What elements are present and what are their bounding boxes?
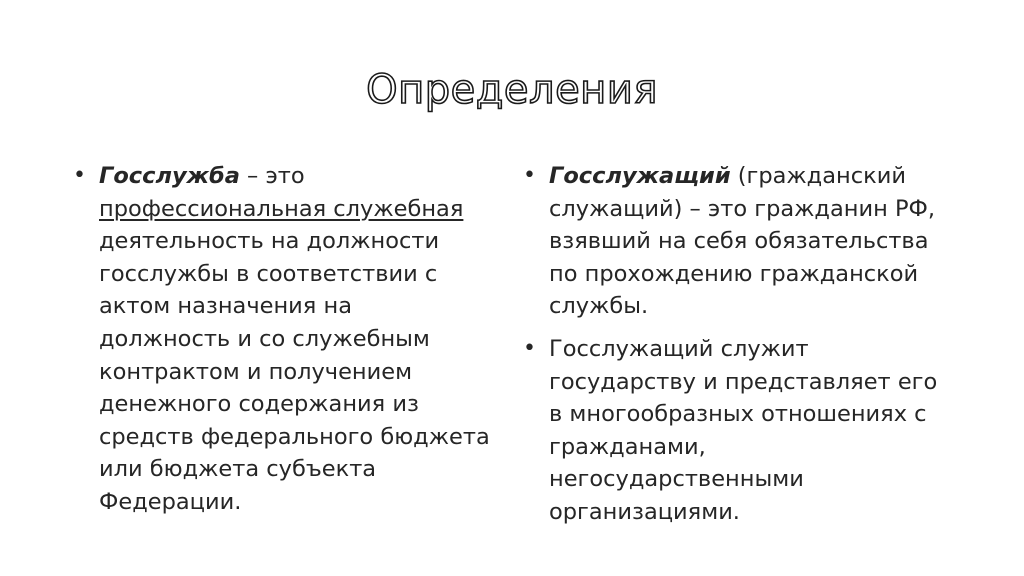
term-gossluzhashchiy: Госслужащий (549, 163, 731, 189)
statement-text: Госслужащий служит государству и представляет его в многообразных отношениях с гражданами, негосударственными организациями. (549, 335, 938, 525)
bullet-icon: • (523, 335, 536, 361)
right-column (520, 160, 950, 539)
statement-gossluzhashchiy-serves (520, 333, 950, 529)
term-gossluzhba: Госслужба (99, 163, 240, 189)
definition-gossluzhba (70, 160, 490, 519)
definition-text: деятельность на должности госслужбы в соответствии с актом назначения на должность и со служебным контрактом и получением денежного содержания из средств федерального бюджета или бюджета субъекта Федерации. (99, 228, 490, 515)
slide-title: Определения (366, 67, 658, 113)
definition-dash: – это (239, 163, 305, 189)
bullet-icon: • (73, 163, 86, 188)
underlined-phrase: профессиональная служебная (99, 195, 464, 222)
left-column (70, 160, 490, 529)
bullet-icon: • (523, 163, 536, 188)
definition-text: (гражданский служащий) – это гражданин РФ, взявший на себя обязательства по прохождению гражданской службы. (549, 163, 936, 320)
definition-gossluzhashchiy (520, 160, 950, 323)
